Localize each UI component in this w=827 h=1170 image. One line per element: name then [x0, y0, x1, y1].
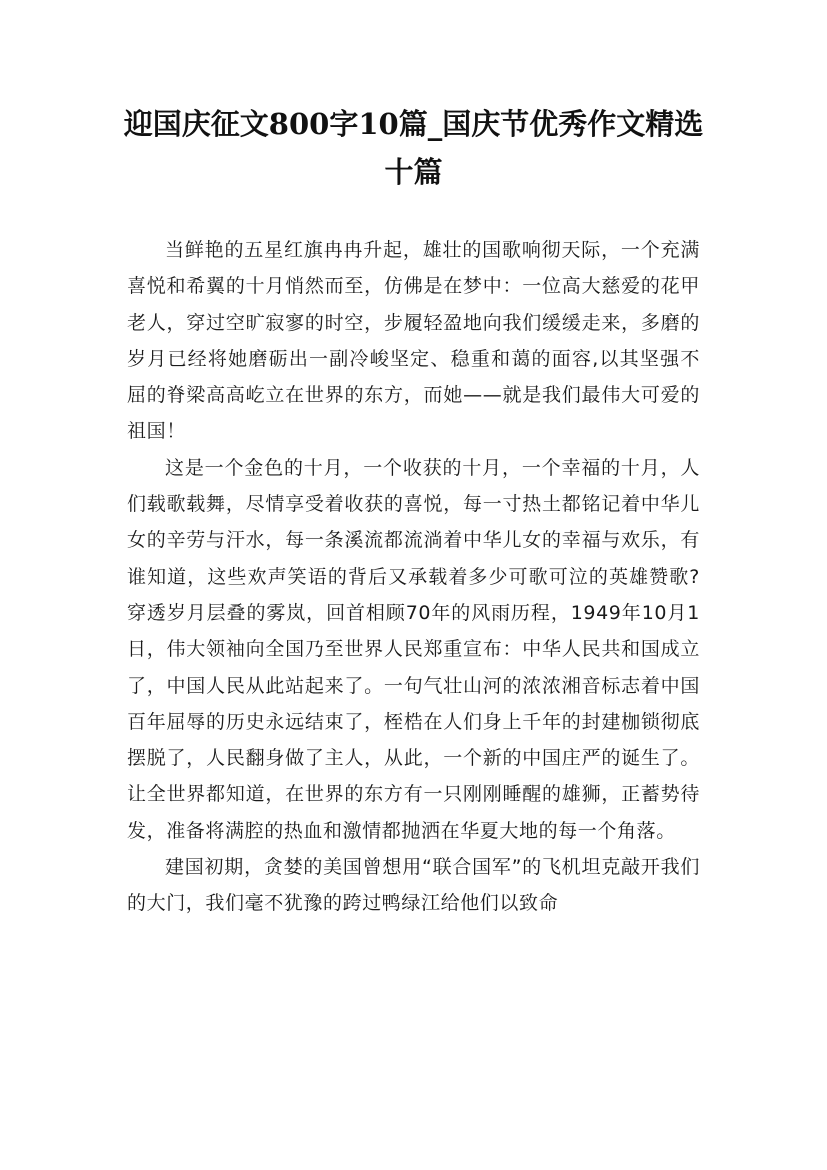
paragraph-3: 建国初期，贪婪的美国曾想用“联合国军”的飞机坦克敲开我们的大门，我们毫不犹豫的跨过鸭绿江给他们以致命 [127, 856, 700, 915]
document-body [127, 232, 700, 922]
paragraph-1: 当鲜艳的五星红旗冉冉升起，雄壮的国歌响彻天际，一个充满喜悦和希翼的十月悄然而至，仿佛是在梦中：一位高大慈爱的花甲老人，穿过空旷寂寥的时空，步履轻盈地向我们缓缓走来，多磨的岁月已经将她磨砺出一副冷峻坚定、稳重和蔼的面容,以其坚强不屈的脊梁高高屹立在世界的东方，而她——就是我们最伟大可爱的祖国！ [127, 239, 700, 443]
paragraph-2: 这是一个金色的十月，一个收获的十月，一个幸福的十月，人们载歌载舞，尽情享受着收获的喜悦，每一寸热土都铭记着中华儿女的辛劳与汗水，每一条溪流都流淌着中华儿女的幸福与欢乐，有谁知道，这些欢声笑语的背后又承载着多少可歌可泣的英雄赞歌?穿透岁月层叠的雾岚，回首相顾70年的风雨历程，1949年10月1日，伟大领袖向全国乃至世界人民郑重宣布：中华人民共和国成立了，中国人民从此站起来了。一句气壮山河的浓浓湘音标志着中国百年屈辱的历史永远结束了，桎梏在人们身上千年的封建枷锁彻底摆脱了，人民翻身做了主人，从此，一个新的中国庄严的诞生了。让全世界都知道，在世界的东方有一只刚刚睡醒的雄狮，正蓄势待发，准备将满腔的热血和激情都抛洒在华夏大地的每一个角落。 [127, 456, 700, 842]
document-title: 迎国庆征文800字10篇_国庆节优秀作文精选十篇 [123, 107, 704, 189]
